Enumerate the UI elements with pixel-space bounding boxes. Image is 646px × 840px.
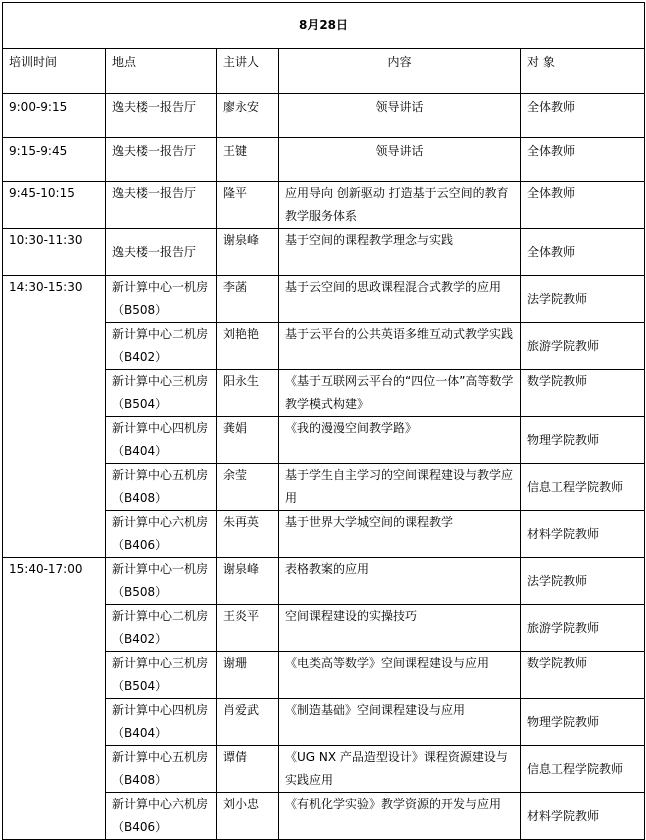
row-speaker: 隆平 <box>217 182 279 229</box>
row-place: 逸夫楼一报告厅 <box>106 229 217 276</box>
training-schedule-table <box>2 2 645 840</box>
row-place: 新计算中心五机房（B408） <box>106 464 217 511</box>
row-audience: 旅游学院教师 <box>521 323 645 370</box>
row-audience: 材料学院教师 <box>521 793 645 840</box>
row-speaker: 谭倩 <box>217 746 279 793</box>
row-place: 新计算中心四机房（B404） <box>106 699 217 746</box>
row-content: 领导讲话 <box>279 94 521 138</box>
row-speaker: 刘艳艳 <box>217 323 279 370</box>
header-row <box>3 49 645 94</box>
session-time: 14:30-15:30 <box>3 276 106 558</box>
row-place: 新计算中心一机房（B508） <box>106 558 217 605</box>
row-time: 9:15-9:45 <box>3 138 106 182</box>
row-place: 逸夫楼一报告厅 <box>106 138 217 182</box>
row-audience: 数学院教师 <box>521 652 645 699</box>
row-speaker: 朱再英 <box>217 511 279 558</box>
header-speaker: 主讲人 <box>217 49 279 94</box>
row-audience: 全体教师 <box>521 229 645 276</box>
row-place: 新计算中心二机房（B402） <box>106 605 217 652</box>
row-place: 新计算中心四机房（B404） <box>106 417 217 464</box>
row-audience: 全体教师 <box>521 94 645 138</box>
row-time: 9:45-10:15 <box>3 182 106 229</box>
table-row <box>3 558 645 605</box>
row-content: 《有机化学实验》教学资源的开发与应用 <box>279 793 521 840</box>
row-content: 基于云平台的公共英语多维互动式教学实践 <box>279 323 521 370</box>
row-content: 《电类高等数学》空间课程建设与应用 <box>279 652 521 699</box>
row-place: 新计算中心六机房（B406） <box>106 793 217 840</box>
row-place: 新计算中心三机房（B504） <box>106 370 217 417</box>
row-audience: 全体教师 <box>521 182 645 229</box>
header-content: 内容 <box>279 49 521 94</box>
row-audience: 法学院教师 <box>521 558 645 605</box>
row-speaker: 谢泉峰 <box>217 558 279 605</box>
row-content: 领导讲话 <box>279 138 521 182</box>
row-time: 10:30-11:30 <box>3 229 106 276</box>
row-audience: 信息工程学院教师 <box>521 746 645 793</box>
row-speaker: 谢珊 <box>217 652 279 699</box>
row-audience: 数学院教师 <box>521 370 645 417</box>
row-speaker: 龚娟 <box>217 417 279 464</box>
row-content: 基于云空间的思政课程混合式教学的应用 <box>279 276 521 323</box>
row-audience: 法学院教师 <box>521 276 645 323</box>
row-content: 基于世界大学城空间的课程教学 <box>279 511 521 558</box>
row-content: 表格教案的应用 <box>279 558 521 605</box>
row-content: 应用导向 创新驱动 打造基于云空间的教育教学服务体系 <box>279 182 521 229</box>
table-row <box>3 276 645 323</box>
session-time: 15:40-17:00 <box>3 558 106 840</box>
row-time: 9:00-9:15 <box>3 94 106 138</box>
row-place: 新计算中心一机房（B508） <box>106 276 217 323</box>
table-row <box>3 229 645 276</box>
table-row <box>3 138 645 182</box>
row-content: 基于学生自主学习的空间课程建设与教学应用 <box>279 464 521 511</box>
row-place: 新计算中心六机房（B406） <box>106 511 217 558</box>
row-place: 新计算中心五机房（B408） <box>106 746 217 793</box>
row-content: 《制造基础》空间课程建设与应用 <box>279 699 521 746</box>
table-row <box>3 94 645 138</box>
schedule-date-title: 8月28日 <box>3 3 645 49</box>
row-content: 基于空间的课程教学理念与实践 <box>279 229 521 276</box>
row-speaker: 肖爱武 <box>217 699 279 746</box>
row-speaker: 刘小忠 <box>217 793 279 840</box>
row-place: 新计算中心三机房（B504） <box>106 652 217 699</box>
row-speaker: 王键 <box>217 138 279 182</box>
row-audience: 信息工程学院教师 <box>521 464 645 511</box>
row-content: 《基于互联网云平台的“四位一体”高等数学教学模式构建》 <box>279 370 521 417</box>
header-time: 培训时间 <box>3 49 106 94</box>
row-place: 逸夫楼一报告厅 <box>106 182 217 229</box>
row-audience: 全体教师 <box>521 138 645 182</box>
row-audience: 物理学院教师 <box>521 417 645 464</box>
row-content: 空间课程建设的实操技巧 <box>279 605 521 652</box>
header-audience: 对 象 <box>521 49 645 94</box>
row-speaker: 王炎平 <box>217 605 279 652</box>
row-speaker: 阳永生 <box>217 370 279 417</box>
row-place: 逸夫楼一报告厅 <box>106 94 217 138</box>
row-content: 《UG NX 产品造型设计》课程资源建设与实践应用 <box>279 746 521 793</box>
row-speaker: 余莹 <box>217 464 279 511</box>
table-row <box>3 182 645 229</box>
row-speaker: 李菡 <box>217 276 279 323</box>
title-row <box>3 3 645 49</box>
row-audience: 旅游学院教师 <box>521 605 645 652</box>
row-speaker: 廖永安 <box>217 94 279 138</box>
row-content: 《我的漫漫空间教学路》 <box>279 417 521 464</box>
row-place: 新计算中心二机房（B402） <box>106 323 217 370</box>
row-speaker: 谢泉峰 <box>217 229 279 276</box>
header-place: 地点 <box>106 49 217 94</box>
row-audience: 材料学院教师 <box>521 511 645 558</box>
row-audience: 物理学院教师 <box>521 699 645 746</box>
